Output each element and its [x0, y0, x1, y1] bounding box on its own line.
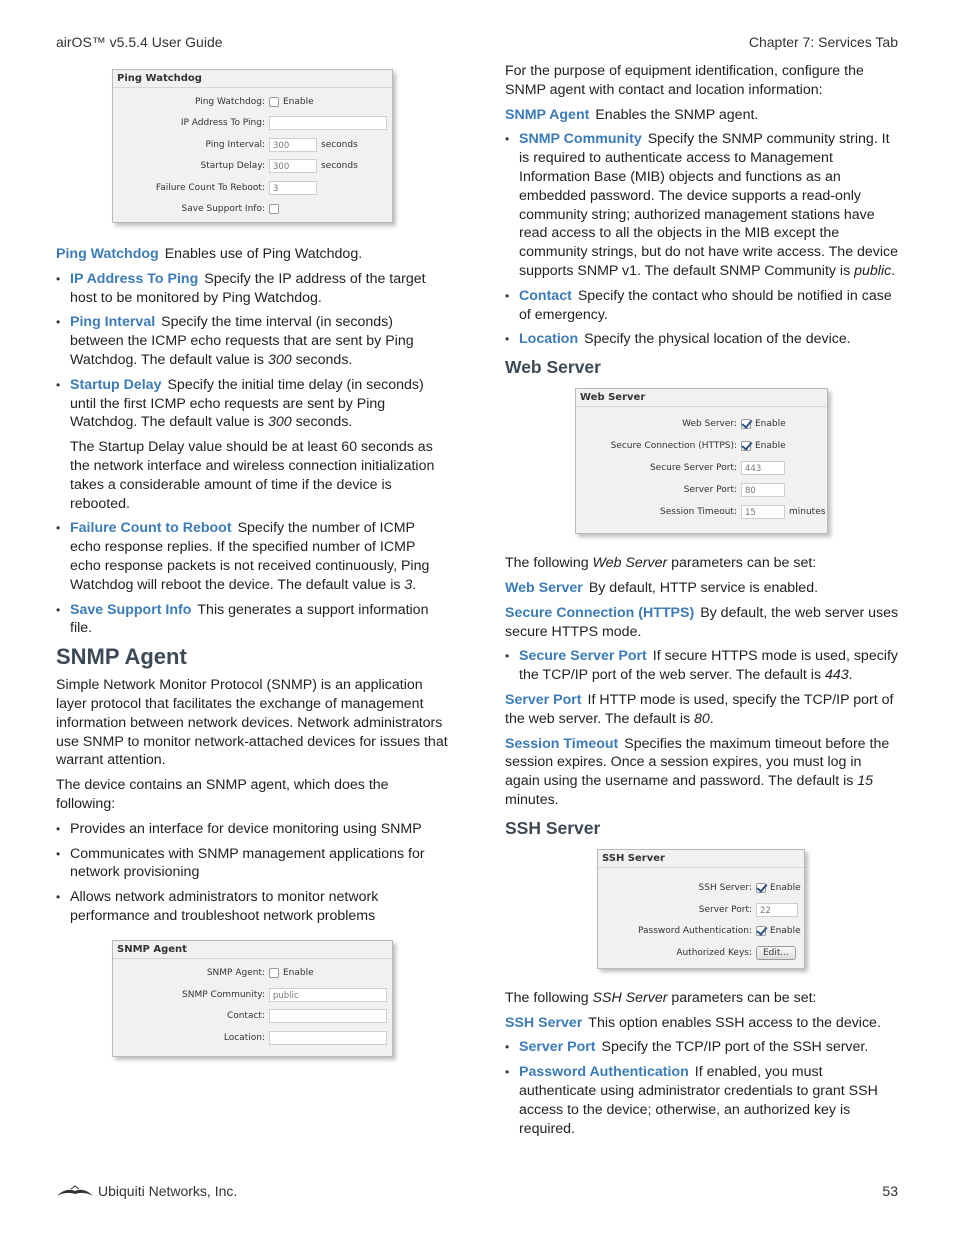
- web-server-panel: [575, 388, 828, 534]
- header-doc-title: airOS™ v5.5.4 User Guide: [56, 34, 223, 50]
- snmp-community-input[interactable]: public: [269, 988, 387, 1002]
- list-item: • Location Specify the physical location of the device.: [505, 330, 900, 349]
- snmp-agent-checkbox[interactable]: [269, 968, 279, 978]
- field-label: SSH Server:: [698, 883, 752, 894]
- password-auth-row: [598, 921, 804, 943]
- contact-input[interactable]: [269, 1009, 387, 1023]
- unit-label: minutes: [789, 507, 826, 518]
- list-item: • SNMP Community Specify the SNMP community string. It is required to authenticate access to Management Information Base (MIB) objects and functions as an embedded password. The device supports a read-only community string; authorized management stations have read access to all the objects in the MIB except the community strings, but do not have write access. The device supports SNMP v1. The default SNMP Community is public.: [505, 130, 900, 280]
- checkbox-label: Enable: [770, 926, 801, 937]
- header-chapter: Chapter 7: Services Tab: [748, 34, 898, 50]
- checkbox-label: Enable: [283, 968, 314, 979]
- ping-watchdog-checkbox[interactable]: [269, 97, 279, 107]
- snmp-agent-panel: [112, 940, 393, 1057]
- password-auth-checkbox[interactable]: [756, 926, 766, 936]
- web-server-row: [576, 413, 827, 435]
- secure-port-row: [576, 457, 827, 479]
- ssh-server-row: [598, 878, 804, 900]
- list-item: • IP Address To Ping Specify the IP address of the target host to be monitored by Ping Watchdog.: [56, 270, 448, 308]
- ssh-settings-list: [505, 1038, 900, 1138]
- web-server-intro: The following Web Server parameters can be set:: [505, 555, 817, 572]
- field-label: Failure Count To Reboot:: [155, 182, 265, 193]
- list-item: • Provides an interface for device monitoring using SNMP: [56, 820, 448, 839]
- startup-delay-input[interactable]: 300: [269, 159, 317, 173]
- save-support-row: [113, 199, 392, 221]
- field-label: Authorized Keys:: [676, 947, 752, 958]
- server-port-input[interactable]: 80: [741, 483, 785, 497]
- panel-title: SSH Server: [598, 850, 804, 868]
- field-label: Web Server:: [682, 419, 737, 430]
- secure-connection-row: [576, 435, 827, 457]
- authorized-keys-row: [598, 942, 804, 964]
- web-server-desc: Web Server By default, HTTP service is enabled.: [505, 579, 819, 596]
- snmp-agent-row: [113, 963, 392, 985]
- secure-connection-desc: Secure Connection (HTTPS) By default, the web server uses secure HTTPS mode.: [505, 604, 899, 640]
- page-number: 53: [882, 1183, 898, 1199]
- ssh-server-heading: SSH Server: [505, 817, 601, 838]
- field-label: Contact:: [226, 1011, 265, 1022]
- field-label: IP Address To Ping:: [180, 118, 265, 129]
- checkbox-label: Enable: [770, 883, 801, 894]
- unit-label: seconds: [321, 139, 358, 150]
- startup-delay-note: The Startup Delay value should be at least 60 seconds as the network interface and wireless connection initialization takes a considerable amount of time if the device is rebooted.: [70, 439, 435, 512]
- ssh-server-desc: SSH Server This option enables SSH access to the device.: [505, 1014, 881, 1031]
- server-port-desc: Server Port If HTTP mode is used, specify the TCP/IP port of the web server. The default is 80.: [505, 691, 894, 727]
- field-label: Location:: [223, 1032, 265, 1043]
- ping-watchdog-desc: Ping Watchdog Enables use of Ping Watchdog.: [56, 246, 363, 262]
- checkbox-label: Enable: [755, 441, 786, 452]
- session-timeout-desc: Session Timeout Specifies the maximum timeout before the session expires. Once a session expires, you must log in again using the username and password. The default is 15 minutes.: [505, 735, 890, 808]
- checkbox-label: Enable: [755, 419, 786, 430]
- unit-label: seconds: [321, 161, 358, 172]
- server-port-row: [576, 479, 827, 501]
- list-item: • Save Support Info This generates a support information file.: [56, 601, 448, 639]
- list-item: • Startup Delay Specify the initial time delay (in seconds) until the first ICMP echo requests are sent by Ping Watchdog. The default value is 300 seconds. The Startup Delay value should be at least 60 seconds as the network interface and wireless connection initialization takes a considerable amount of time if the device is rebooted.: [56, 376, 448, 514]
- field-label: Ping Watchdog:: [195, 96, 265, 107]
- field-label: Server Port:: [683, 485, 737, 496]
- panel-title: SNMP Agent: [113, 941, 392, 959]
- snmp-config-intro: For the purpose of equipment identification, configure the SNMP agent with contact and location information:: [505, 63, 864, 98]
- contact-row: [113, 1006, 392, 1028]
- snmp-feature-list: [56, 820, 448, 926]
- list-item: • Ping Interval Specify the time interval (in seconds) between the ICMP echo requests that are sent by Ping Watchdog. The default value is 300 seconds.: [56, 313, 448, 369]
- snmp-agent-heading: SNMP Agent: [56, 644, 187, 670]
- ubiquiti-logo-icon: [56, 1185, 94, 1197]
- secure-port-input[interactable]: 443: [741, 461, 785, 475]
- failure-count-row: [113, 177, 392, 199]
- company-name: Ubiquiti Networks, Inc.: [98, 1183, 238, 1199]
- session-timeout-input[interactable]: 15: [741, 505, 785, 519]
- secure-connection-checkbox[interactable]: [741, 441, 751, 451]
- list-item: • Contact Specify the contact who should be notified in case of emergency.: [505, 287, 900, 325]
- field-label: SNMP Agent:: [206, 968, 265, 979]
- field-label: Password Authentication:: [638, 926, 752, 937]
- field-label: SNMP Community:: [182, 989, 265, 1000]
- failure-count-input[interactable]: 3: [269, 181, 317, 195]
- snmp-paragraph-2: The device contains an SNMP agent, which does the following:: [56, 777, 389, 812]
- right-column: [505, 62, 900, 1144]
- field-label: Session Timeout:: [660, 507, 737, 518]
- ssh-port-input[interactable]: 22: [756, 903, 798, 917]
- ping-interval-input[interactable]: 300: [269, 138, 317, 152]
- list-item: • Password Authentication If enabled, you must authenticate using administrator credentials to grant SSH access to the device; otherwise, an authorized key is required.: [505, 1063, 900, 1138]
- list-item: • Server Port Specify the TCP/IP port of the SSH server.: [505, 1038, 900, 1057]
- ping-watchdog-row: [113, 91, 392, 113]
- snmp-community-row: [113, 984, 392, 1006]
- ssh-server-intro: The following SSH Server parameters can be set:: [505, 989, 817, 1006]
- web-server-checkbox[interactable]: [741, 419, 751, 429]
- session-timeout-row: [576, 501, 827, 523]
- field-label: Startup Delay:: [200, 161, 265, 172]
- field-label: Secure Connection (HTTPS):: [610, 441, 737, 452]
- save-support-checkbox[interactable]: [269, 204, 279, 214]
- web-server-heading: Web Server: [505, 357, 601, 378]
- list-item: • Communicates with SNMP management applications for network provisioning: [56, 845, 448, 883]
- ssh-server-checkbox[interactable]: [756, 883, 766, 893]
- panel-title: Ping Watchdog: [113, 70, 392, 88]
- list-item: • Secure Server Port If secure HTTPS mode is used, specify the TCP/IP port of the web server. The default is 443.: [505, 647, 900, 685]
- left-column: [56, 62, 448, 1057]
- startup-delay-row: [113, 156, 392, 178]
- footer-company: [56, 1183, 237, 1199]
- location-input[interactable]: [269, 1031, 387, 1045]
- field-label: Save Support Info:: [181, 204, 265, 215]
- list-item: • Allows network administrators to monitor network performance and troubleshoot network problems: [56, 888, 448, 926]
- field-label: Secure Server Port:: [649, 463, 737, 474]
- ip-address-row: [113, 113, 392, 135]
- ssh-server-panel: [597, 849, 805, 969]
- list-item: • Failure Count to Reboot Specify the number of ICMP echo response replies. If the specified number of ICMP echo response packets is not received continuously, Ping Watchdog will reboot the device. The default value is 3.: [56, 519, 448, 594]
- edit-keys-button[interactable]: Edit...: [756, 946, 796, 960]
- field-label: Ping Interval:: [205, 139, 265, 150]
- snmp-settings-list: [505, 130, 900, 349]
- ssh-port-row: [598, 899, 804, 921]
- panel-title: Web Server: [576, 389, 827, 407]
- ping-interval-row: [113, 134, 392, 156]
- ping-watchdog-list: [56, 270, 448, 638]
- field-label: Server Port:: [698, 904, 752, 915]
- ping-watchdog-panel: [112, 69, 393, 223]
- location-row: [113, 1027, 392, 1049]
- snmp-paragraph-1: Simple Network Monitor Protocol (SNMP) is an application layer protocol that facilitates the exchange of management information between network devices. Network administrators use SNMP to monitor network-attached devices for issues that warrant attention.: [56, 677, 448, 769]
- ip-address-input[interactable]: [269, 116, 387, 130]
- secure-port-list: [505, 647, 900, 685]
- checkbox-label: Enable: [283, 96, 314, 107]
- snmp-agent-desc: SNMP Agent Enables the SNMP agent.: [505, 106, 759, 123]
